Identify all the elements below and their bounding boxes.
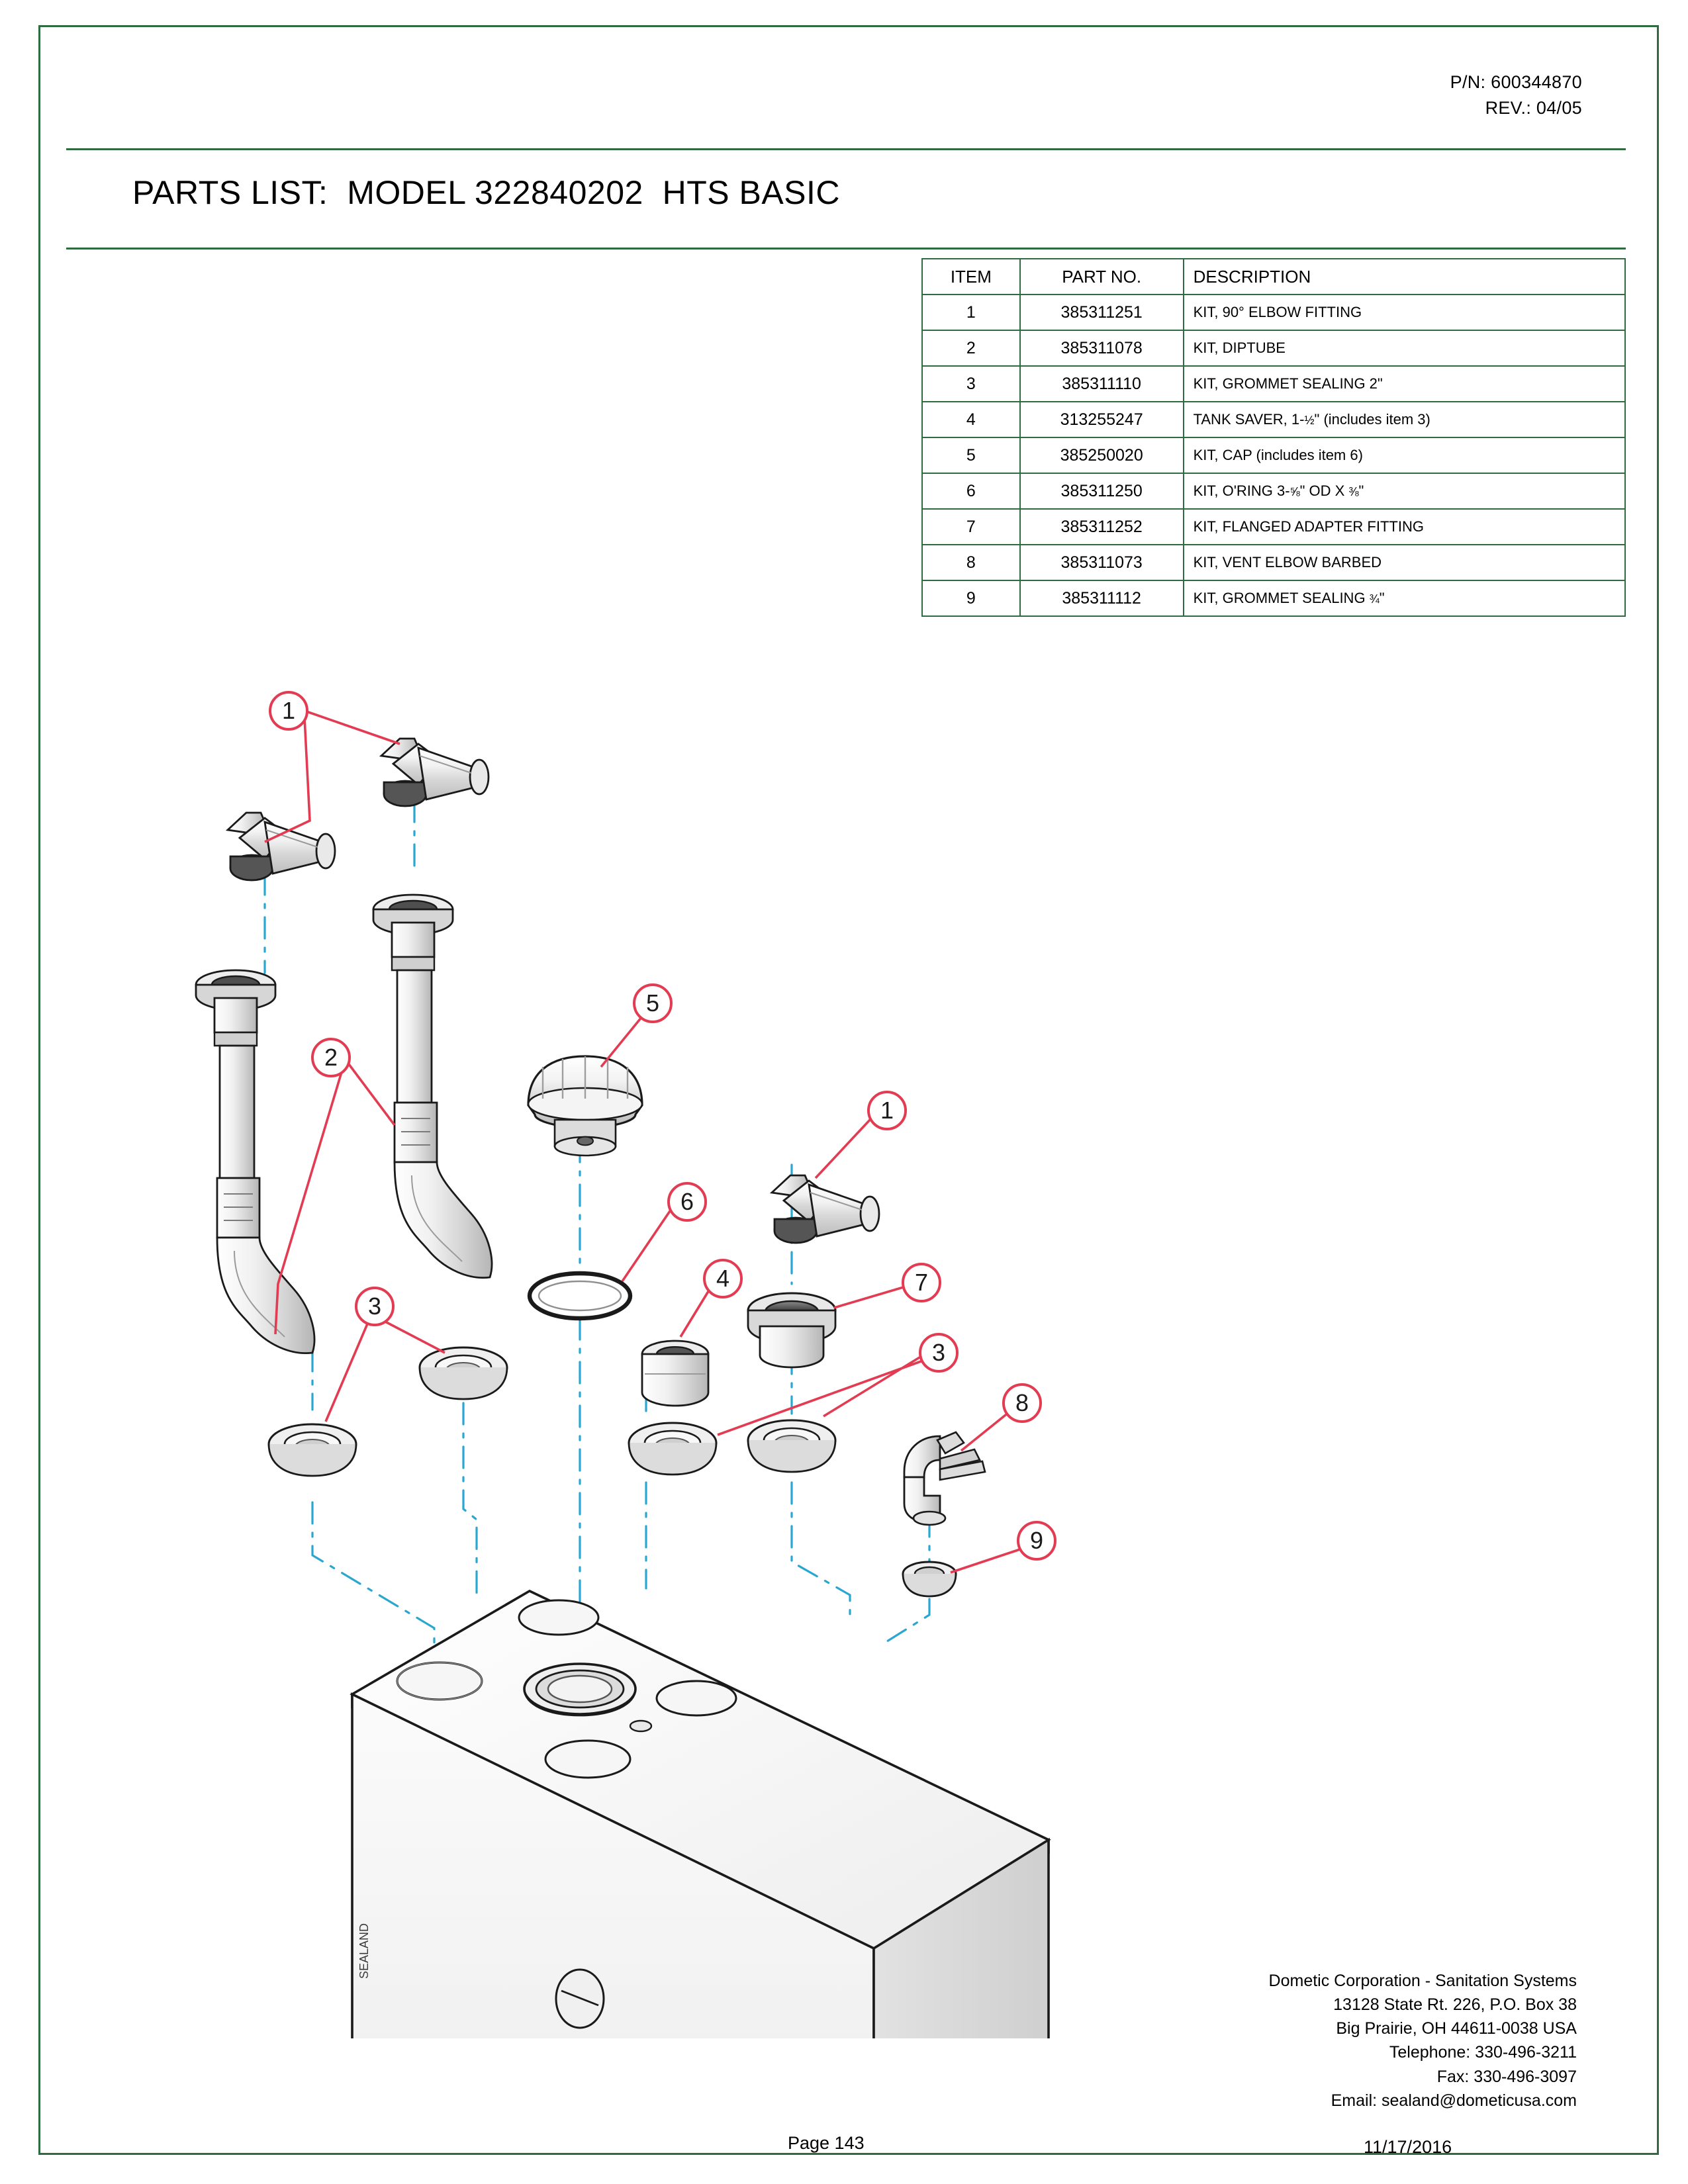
part-number-block (1450, 69, 1582, 121)
callout-2 (312, 1039, 350, 1076)
callout-9 (1018, 1522, 1055, 1559)
callout-1a (270, 692, 307, 729)
cell-description: TANK SAVER, 1-½" (includes item 3) (1184, 402, 1625, 437)
cell-part-no: 385311073 (1020, 545, 1184, 580)
part-diptube-right (373, 895, 492, 1278)
cell-item: 5 (922, 437, 1020, 473)
callout-3b (920, 1334, 957, 1371)
cell-description: KIT, O'RING 3-⅝" OD X ⅜" (1184, 473, 1625, 509)
footer-email: Email: sealand@dometicusa.com (1331, 2091, 1577, 2110)
callout-8 (1004, 1385, 1041, 1422)
title-divider (66, 248, 1626, 250)
column-header-item: ITEM (922, 259, 1020, 295)
part-flanged-adapter-fitting (748, 1293, 835, 1367)
cell-part-no: 385311110 (1020, 366, 1184, 402)
callout-4 (704, 1260, 741, 1297)
part-90-elbow-fitting-right (772, 1175, 879, 1243)
callout-7 (903, 1264, 940, 1301)
callout-1b (868, 1092, 906, 1129)
cell-part-no: 385311112 (1020, 580, 1184, 616)
svg-text:5: 5 (645, 989, 660, 1017)
page-number: Page 143 (788, 2133, 865, 2153)
svg-text:7: 7 (914, 1269, 929, 1296)
part-o-ring (530, 1273, 630, 1318)
part-grommet-sealing-2in-c (629, 1423, 716, 1475)
cell-part-no: 385311078 (1020, 330, 1184, 366)
svg-text:4: 4 (716, 1265, 730, 1292)
cell-item: 9 (922, 580, 1020, 616)
cell-description: KIT, GROMMET SEALING ¾" (1184, 580, 1625, 616)
footer-telephone: Telephone: 330-496-3211 (1389, 2043, 1577, 2062)
cell-part-no: 385311250 (1020, 473, 1184, 509)
cell-item: 8 (922, 545, 1020, 580)
column-header-description: DESCRIPTION (1184, 259, 1625, 295)
part-grommet-sealing-2in-d (748, 1420, 835, 1472)
part-grommet-sealing-2in-a (269, 1424, 356, 1476)
footer-address-line2: Big Prairie, OH 44611-0038 USA (1336, 2019, 1577, 2038)
column-header-part-no: PART NO. (1020, 259, 1184, 295)
cell-part-no: 313255247 (1020, 402, 1184, 437)
part-90-elbow-fitting-upper-left (228, 813, 335, 880)
cell-item: 6 (922, 473, 1020, 509)
revision: REV.: 04/05 (1485, 98, 1582, 118)
cell-part-no: 385311252 (1020, 509, 1184, 545)
cell-item: 3 (922, 366, 1020, 402)
cell-description: KIT, 90° ELBOW FITTING (1184, 295, 1625, 330)
footer-company-block (1269, 1969, 1577, 2113)
exploded-assembly-diagram (66, 251, 1626, 2038)
part-grommet-sealing-three-quarter (903, 1562, 956, 1596)
header-divider (66, 148, 1626, 150)
cell-description: KIT, CAP (includes item 6) (1184, 437, 1625, 473)
tank-brand-marking: SEALAND (357, 1923, 371, 1979)
part-vent-elbow-barbed (904, 1432, 985, 1525)
cell-description: KIT, FLANGED ADAPTER FITTING (1184, 509, 1625, 545)
svg-text:8: 8 (1015, 1389, 1029, 1416)
cell-item: 1 (922, 295, 1020, 330)
cell-description: KIT, DIPTUBE (1184, 330, 1625, 366)
cell-description: KIT, VENT ELBOW BARBED (1184, 545, 1625, 580)
footer-company: Dometic Corporation - Sanitation Systems (1268, 1971, 1577, 1990)
part-grommet-sealing-2in-b (420, 1347, 507, 1399)
cell-description: KIT, GROMMET SEALING 2" (1184, 366, 1625, 402)
part-cap (528, 1056, 642, 1156)
cell-part-no: 385311251 (1020, 295, 1184, 330)
callout-5 (634, 985, 671, 1022)
part-holding-tank (352, 1591, 1049, 2038)
svg-text:3: 3 (931, 1339, 946, 1366)
svg-text:1: 1 (281, 697, 296, 724)
cell-part-no: 385250020 (1020, 437, 1184, 473)
footer-address-line1: 13128 State Rt. 226, P.O. Box 38 (1333, 1995, 1577, 2014)
part-diptube-left (196, 970, 314, 1353)
callout-3a (356, 1288, 393, 1325)
footer-fax: Fax: 330-496-3097 (1436, 2067, 1577, 2086)
cell-item: 4 (922, 402, 1020, 437)
cell-item: 7 (922, 509, 1020, 545)
callout-6 (669, 1183, 706, 1220)
part-tank-saver (642, 1341, 708, 1406)
part-90-elbow-fitting-upper-right (381, 739, 489, 806)
svg-text:9: 9 (1029, 1527, 1044, 1554)
cell-item: 2 (922, 330, 1020, 366)
svg-text:3: 3 (367, 1293, 382, 1320)
svg-text:1: 1 (880, 1097, 894, 1124)
footer-date: 11/17/2016 (1364, 2137, 1452, 2157)
svg-text:6: 6 (680, 1188, 694, 1215)
svg-text:2: 2 (324, 1044, 338, 1071)
part-number: P/N: 600344870 (1450, 72, 1582, 92)
page-title: PARTS LIST: MODEL 322840202 HTS BASIC (132, 174, 841, 211)
